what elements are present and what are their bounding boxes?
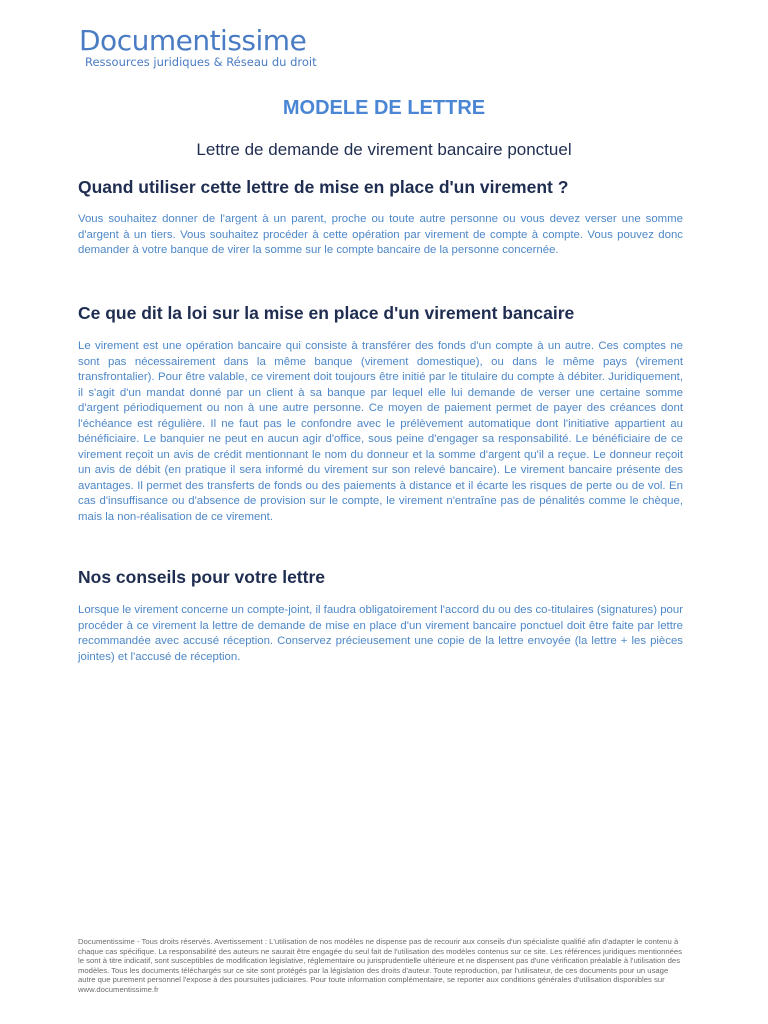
section-body: Vous souhaitez donner de l'argent à un parent, proche ou toute autre personne ou vous devez verser une somme d'argent à un tiers. Vous souhaitez procéder à cette opération par virement de compte à compte. Vous pouvez donc demander à votre banque de virer la somme sur le compte bancaire de la personne concernée.: [78, 213, 683, 256]
brand-tagline: Ressources juridiques & Réseau du droit: [85, 55, 317, 69]
brand-logo: [79, 24, 317, 69]
section-heading: Quand utiliser cette lettre de mise en place d'un virement ?: [78, 177, 569, 197]
section-heading: Nos conseils pour votre lettre: [78, 567, 326, 587]
legal-disclaimer: Documentissime - Tous droits réservés. Avertissement : L'utilisation de nos modèles ne dispense pas de recourir aux conseils d'un spécialiste qualifié afin d'adapter le contenu à chaque cas spécifique. La responsabilité des auteurs ne saurait être engagée du seul fait de l'utilisation des modèles contenus sur ce site. Les références juridiques mentionnées le sont à titre indicatif, sont susceptibles de modification législative, réglementaire ou jurisprudentielle ultérieure et ne dispensent pas d'une vérification préalable à l'utilisation des modèles. Tous les documents téléchargés sur ce site sont protégés par la législation des droits d'auteur. Toute reproduction, par l'utilisateur, de ces documents pour un usage autre que purement personnel l'expose à des poursuites judiciaires. Pour toute information complémentaire, se reporter aux conditions générales d'utilisation disponibles sur www.documentissime.fr: [78, 937, 683, 994]
document-type: MODELE DE LETTRE: [282, 97, 486, 119]
section-heading: Ce que dit la loi sur la mise en place d'un virement bancaire: [78, 303, 575, 323]
brand-name: Documentissime: [79, 24, 307, 57]
section-law: [78, 302, 683, 525]
section-body: Le virement est une opération bancaire qui consiste à transférer des fonds d'un compte à un autre. Ces comptes ne sont pas nécessairement dans la même banque (virement domestique), ou dans le même pays (virement transfrontalier). Pour être valable, ce virement doit toujours être initié par le titulaire du compte à débiter. Juridiquement, il s'agit d'un mandat donné par un client à sa banque par lequel elle lui demande de verser une certaine somme d'argent périodiquement ou non à une autre personne. Ce moyen de paiement permet de payer des créances dont l'échéance est régulière. Il ne faut pas le confondre avec le prélèvement automatique dont l'initiative appartient au bénéficiaire. Le banquier ne peut en aucun agir d'office, sous peine d'engager sa responsabilité. Le bénéficiaire de ce virement reçoit un avis de crédit mentionnant le nom du donneur et la somme d'argent qu'il a reçue. Le donneur reçoit un avis de débit (en pratique il sera informé du virement sur son relevé bancaire). Le virement bancaire présente des avantages. Il permet des transferts de fonds ou des paiements à distance et il écarte les risques de perte ou de vol. En cas d'insuffisance ou d'absence de provision sur le compte, le virement n'entraîne pas de pénalités comme le chèque, mais la non-réalisation de ce virement.: [78, 340, 683, 523]
document-title: Lettre de demande de virement bancaire ponctuel: [196, 140, 572, 159]
section-body: Lorsque le virement concerne un compte-joint, il faudra obligatoirement l'accord du ou des co-titulaires (signatures) pour procéder à ce virement la lettre de demande de mise en place d'un virement bancaire ponctuel doit être faite par lettre recommandée avec accusé réception. Conservez précieusement une copie de la lettre envoyée (la lettre + les pièces jointes) et l'accusé de réception.: [78, 604, 683, 663]
section-advice: [78, 566, 683, 665]
section-when-to-use: [78, 176, 683, 259]
